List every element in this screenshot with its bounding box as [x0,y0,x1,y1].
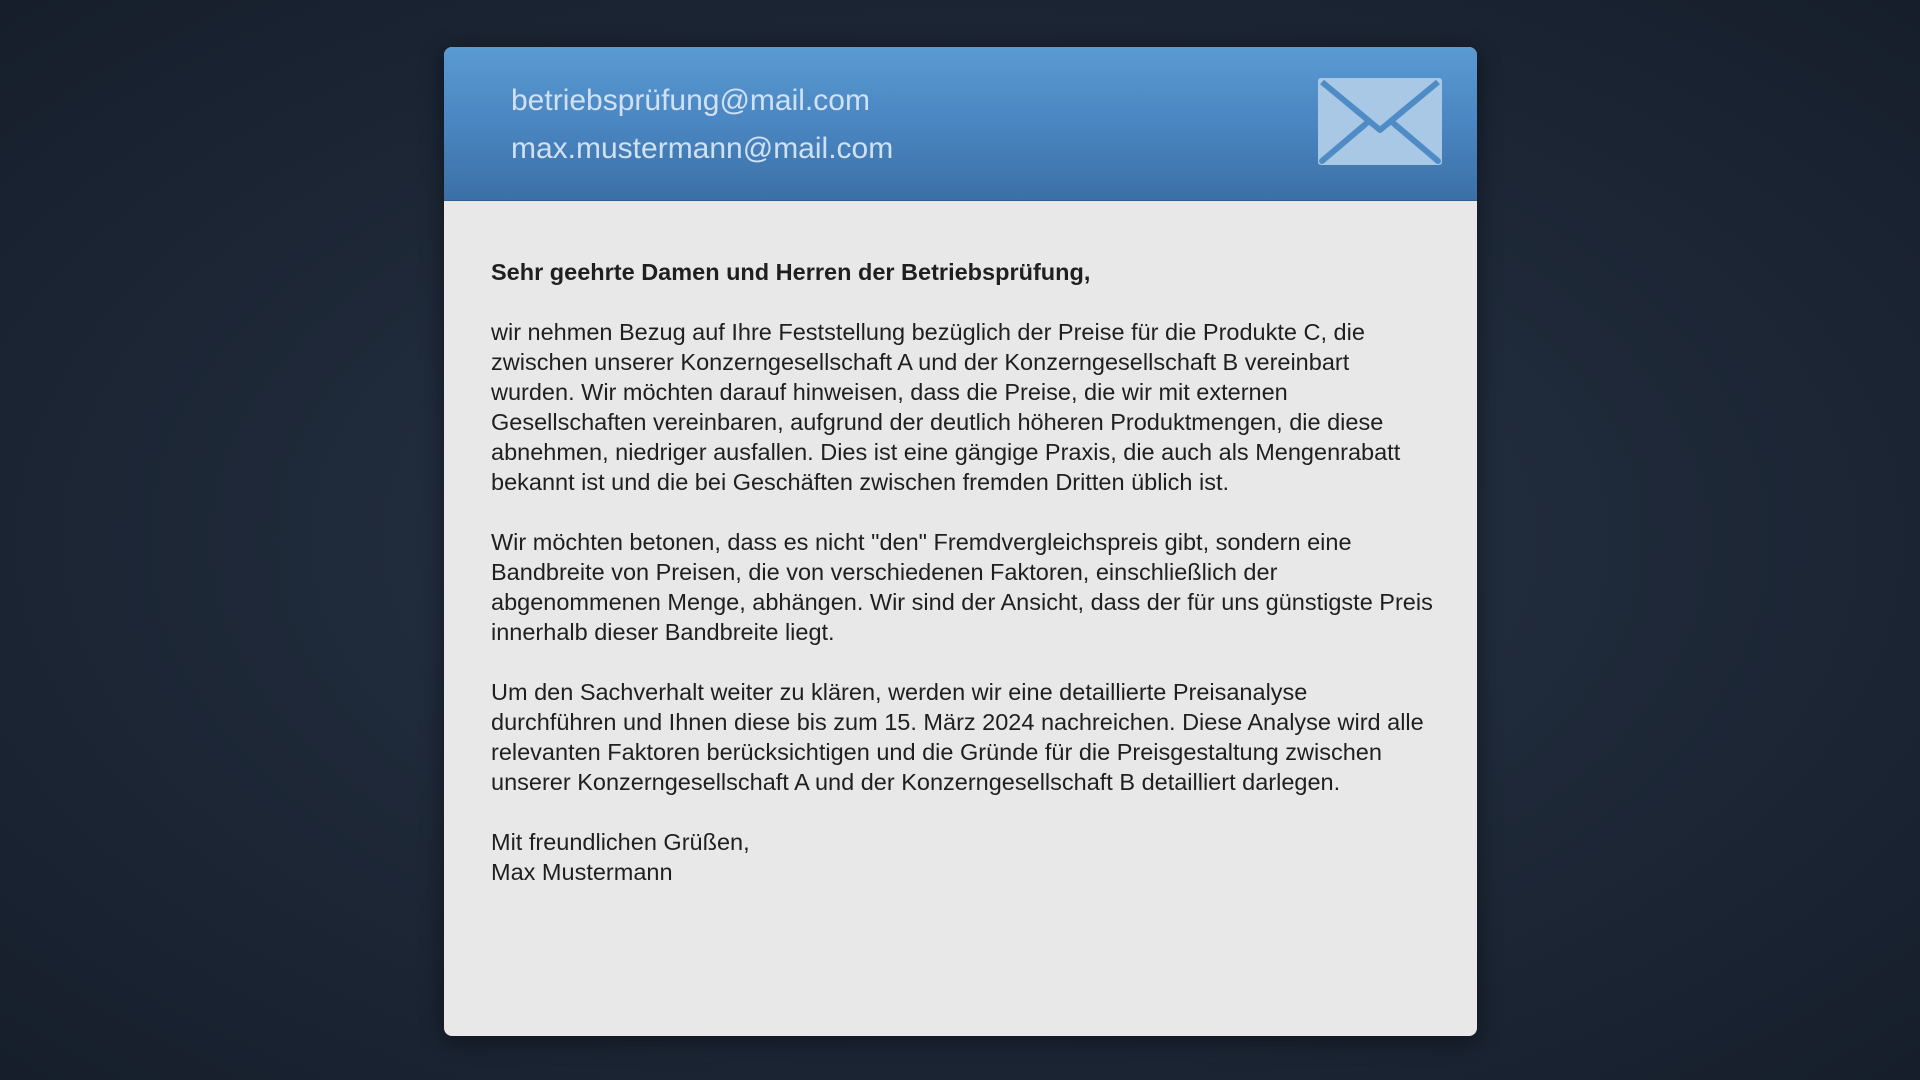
email-signature: Max Mustermann [491,859,673,885]
envelope-icon [1318,78,1442,165]
email-card [444,47,1477,1036]
email-paragraph-1: wir nehmen Bezug auf Ihre Feststellung bezüglich der Preise für die Produkte C, die zwischen unserer Konzerngesellschaft A und der Konzerngesellschaft B vereinbart wurden. Wir möchten darauf hinweisen, dass die Preise, die wir mit externen Gesellschaften vereinbaren, aufgrund der deutlich höheren Produktmengen, die diese abnehmen, niedriger ausfallen. Dies ist eine gängige Praxis, die auch als Mengenrabatt bekannt ist und die bei Geschäften zwischen fremden Dritten üblich ist. [491,319,1401,495]
email-paragraph-3: Um den Sachverhalt weiter zu klären, werden wir eine detaillierte Preisanalyse durchführen und Ihnen diese bis zum 15. März 2024 nachreichen. Diese Analyse wird alle relevanten Faktoren berücksichtigen und die Gründe für die Preisgestaltung zwischen unserer Konzerngesellschaft A und der Konzerngesellschaft B detailliert darlegen. [491,679,1424,795]
email-header [444,47,1477,201]
sender-address: betriebsprüfung@mail.com [511,84,870,117]
email-greeting: Sehr geehrte Damen und Herren der Betriebsprüfung, [491,259,1091,285]
email-closing: Mit freundlichen Grüßen, [491,829,750,855]
email-body [491,257,1436,887]
recipient-address: max.mustermann@mail.com [511,132,894,165]
email-paragraph-2: Wir möchten betonen, dass es nicht "den" Fremdvergleichspreis gibt, sondern eine Bandbreite von Preisen, die von verschiedenen Faktoren, einschließlich der abgenommenen Menge, abhängen. Wir sind der Ansicht, dass der für uns günstigste Preis innerhalb dieser Bandbreite liegt. [491,529,1433,645]
